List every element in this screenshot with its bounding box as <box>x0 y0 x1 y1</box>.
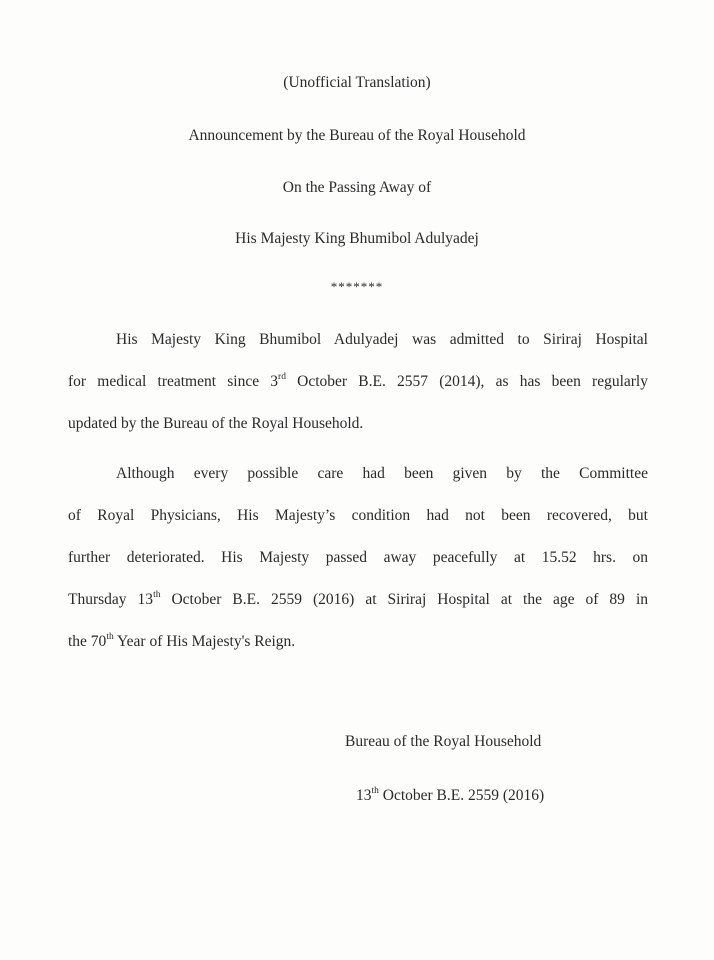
king-name-heading: His Majesty King Bhumibol Adulyadej <box>235 230 479 247</box>
translation-note: (Unofficial Translation) <box>283 74 431 91</box>
paragraph-line: Although every possible care had been given by the Committee <box>116 465 648 482</box>
announcement-title: Announcement by the Bureau of the Royal Household <box>188 127 526 144</box>
signature-date: 13th October B.E. 2559 (2016) <box>356 785 545 804</box>
paragraph-line: further deteriorated. His Majesty passed away peacefully at 15.52 hrs. on <box>68 549 648 566</box>
paragraph-line: for medical treatment since 3rd October B.E. 2557 (2014), as has been regularly <box>68 371 648 390</box>
paragraph-line: His Majesty King Bhumibol Adulyadej was admitted to Siriraj Hospital <box>116 331 648 348</box>
asterisk-separator: ******* <box>330 279 384 294</box>
paragraph-line: Thursday 13th October B.E. 2559 (2016) at Siriraj Hospital at the age of 89 in <box>68 589 648 608</box>
signature-issuer: Bureau of the Royal Household <box>345 733 542 750</box>
paragraph-line: the 70th Year of His Majesty's Reign. <box>68 631 296 650</box>
paragraph-line: of Royal Physicians, His Majesty’s condition had not been recovered, but <box>68 507 648 524</box>
announcement-subtitle: On the Passing Away of <box>282 179 432 196</box>
paragraph-line: updated by the Bureau of the Royal Household. <box>68 415 364 432</box>
